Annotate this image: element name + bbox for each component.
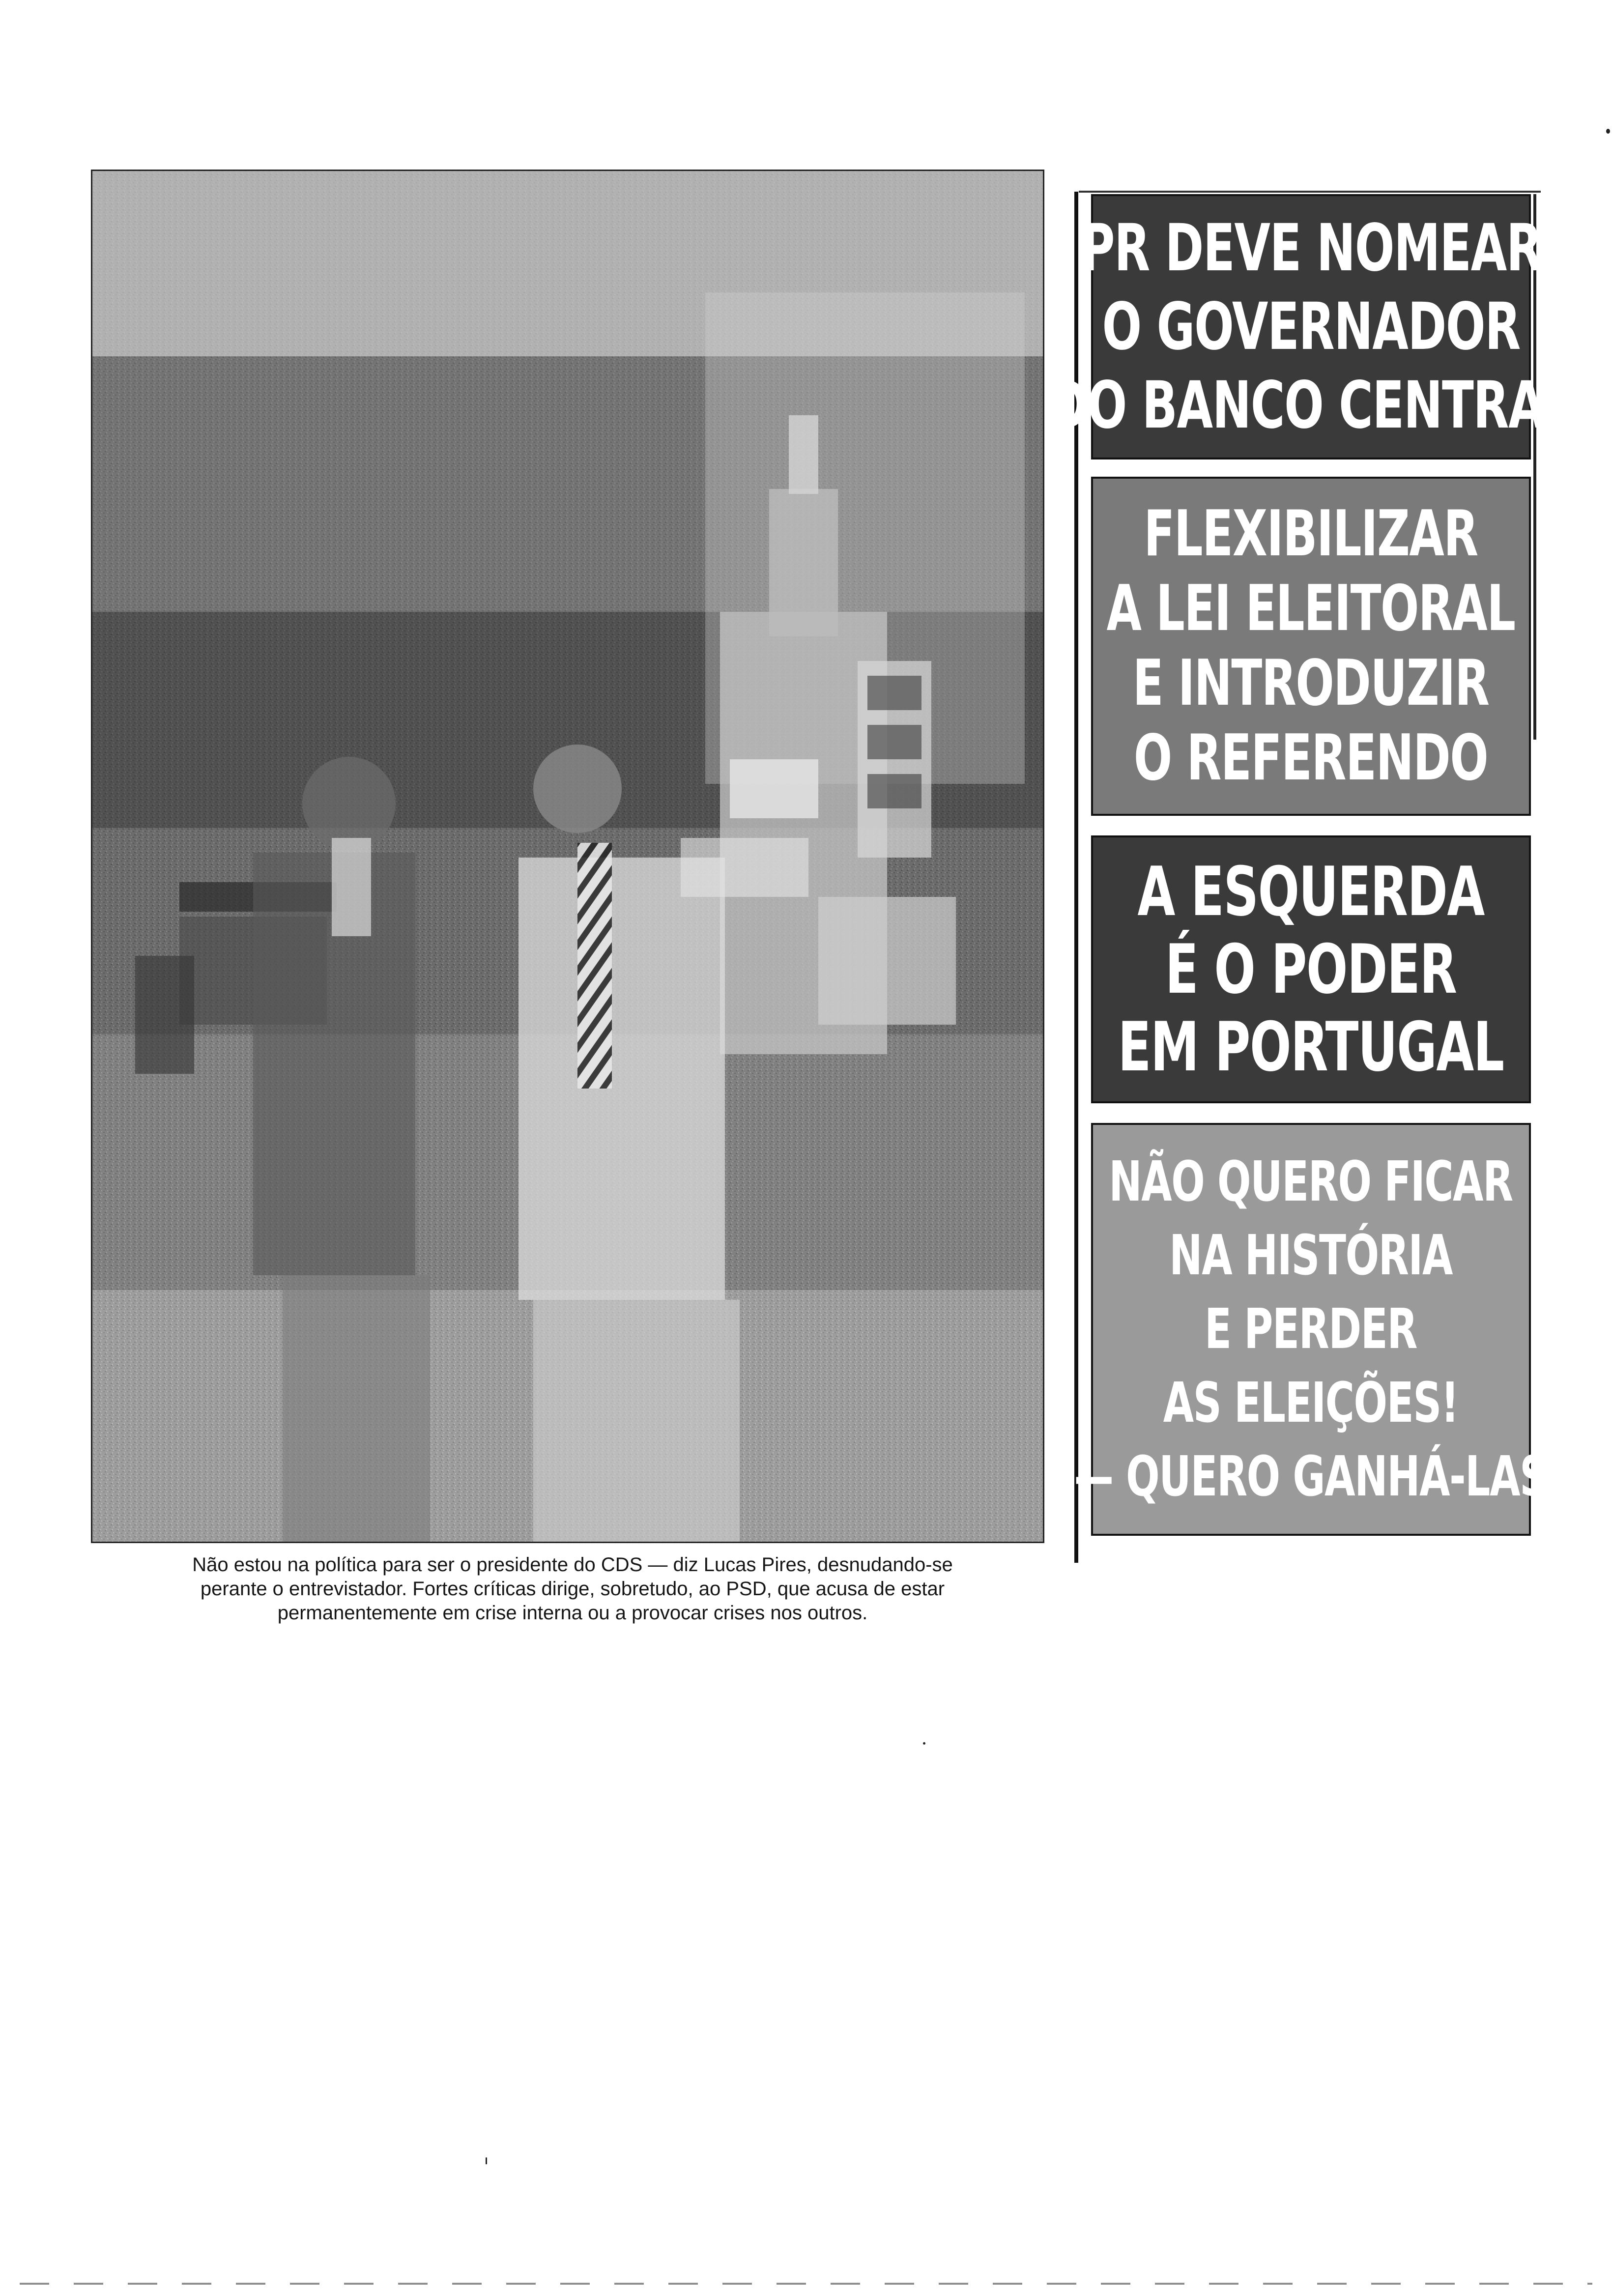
headline-text: [1049, 209, 1573, 445]
photo-illustration: [91, 170, 1044, 1543]
photo-caption: [98, 1553, 1047, 1625]
headline-box-1: [1049, 194, 1573, 459]
headline-line: — QUERO GANHÁ-LAS: [1074, 1445, 1548, 1509]
top-rule: [1079, 191, 1541, 193]
headline-line: E PERDER: [1205, 1297, 1417, 1361]
headline-line: O GOVERNADOR: [1102, 289, 1520, 365]
scan-speck: [486, 2157, 487, 2164]
headline-line: EM PORTUGAL: [1118, 1007, 1504, 1087]
headline-text: [1118, 853, 1504, 1086]
press-photo: [91, 170, 1044, 1543]
headline-line: PR DEVE NOMEAR: [1080, 210, 1542, 286]
scan-speck: [1606, 129, 1610, 134]
headline-line: O REFERENDO: [1134, 721, 1488, 795]
headline-line: É O PODER: [1165, 929, 1457, 1009]
headline-line: AS ELEIÇÕES!: [1163, 1371, 1459, 1435]
caption-line: permanentemente em crise interna ou a provocar crises nos outros.: [277, 1602, 868, 1624]
scan-speck: [923, 1742, 925, 1745]
headline-text: [1074, 1145, 1548, 1514]
headline-box-2: [1091, 477, 1531, 816]
scan-edge-artifact: [20, 2283, 1592, 2285]
headline-line: FLEXIBILIZAR: [1144, 497, 1478, 571]
headline-line: NÃO QUERO FICAR: [1109, 1150, 1513, 1214]
headline-line: A ESQUERDA: [1137, 852, 1485, 931]
headline-line: DO BANCO CENTRAL: [1049, 368, 1573, 443]
headline-box-3: [1091, 835, 1531, 1103]
caption-line: perante o entrevistador. Fortes críticas dirige, sobretudo, ao PSD, que acusa de estar: [200, 1578, 945, 1600]
headline-line: A LEI ELEITORAL: [1106, 572, 1516, 645]
headline-line: NA HISTÓRIA: [1169, 1224, 1453, 1288]
headline-line: E INTRODUZIR: [1133, 647, 1489, 720]
caption-line: Não estou na política para ser o presidente do CDS — diz Lucas Pires, desnudando-se: [192, 1554, 953, 1576]
headline-box-4: [1074, 1123, 1548, 1536]
headline-text: [1107, 497, 1515, 796]
